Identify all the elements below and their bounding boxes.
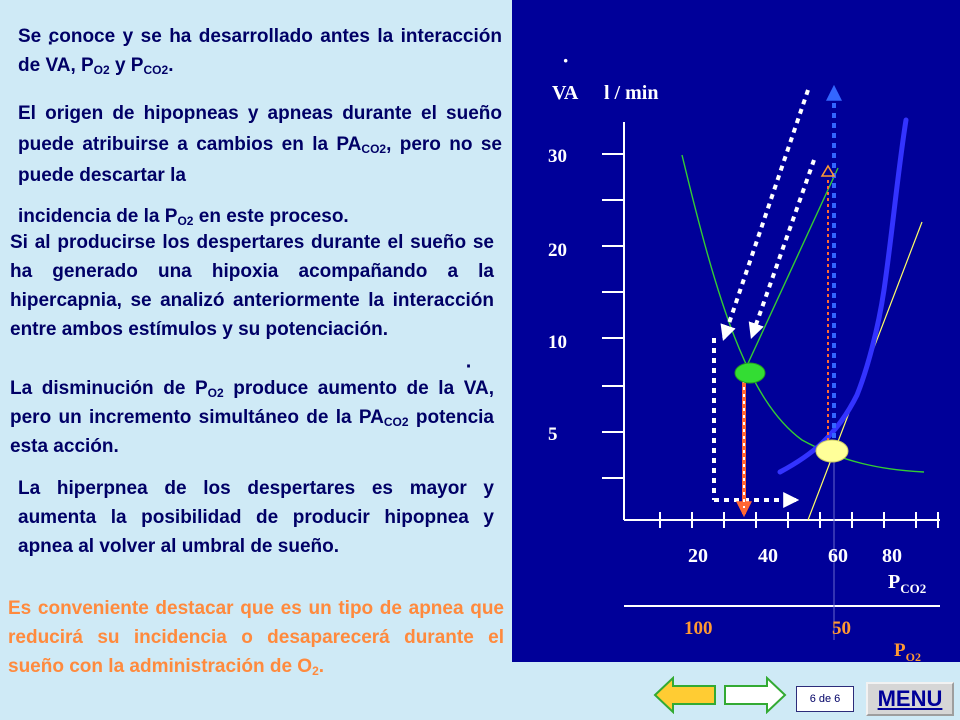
menu-button[interactable]: MENU	[866, 682, 954, 716]
point-green	[735, 363, 765, 383]
paragraph-origin: El origen de hipopneas y apneas durante el sueño puede atribuirse a cambios en la $PA_{CO2}$, pero no se puede descartar la incidencia de la $P_{O2}$ en este proceso.	[18, 103, 502, 228]
arrow-right-icon	[723, 676, 787, 714]
page-indicator: 6 de 6	[796, 686, 854, 712]
x-tick-label: 20	[688, 545, 708, 567]
previous-slide-button[interactable]	[653, 676, 717, 714]
paragraph-po2-decrease: La disminución de $P_{O2}$ produce aumento de la · VA, pero un incremento simultáneo de la $PA_{CO2}$ potencia esta acción.	[10, 374, 494, 461]
x-tick-label: 40	[758, 545, 778, 567]
iso-ventilation-hyperbola	[682, 155, 924, 472]
ventilation-response-curve	[780, 120, 906, 472]
ventilation-diagram	[512, 0, 960, 662]
y-tick-label: 30	[548, 146, 567, 167]
diagram-panel	[512, 0, 960, 662]
x-tick-label-po2: 50	[832, 618, 851, 639]
y-tick-label: 5	[548, 424, 558, 445]
paragraph-awakenings: Si al producirse los despertares durante el sueño se ha generado una hipoxia acompañando a la hipercapnia, se analizó anteriormente la interacción entre ambos estímulos y su potenciación.	[10, 232, 494, 340]
x-axis-label-po2: $P_{O2}$	[894, 640, 921, 662]
x-tick-label-po2: 100	[684, 618, 713, 639]
arrow-diag-right	[752, 160, 814, 336]
x-tick-label: 80	[882, 545, 902, 567]
paragraph-intro: Se conoce y se ha desarrollado antes la interacción de · VA, $P_{O2}$ y $P_{CO2}$.	[18, 22, 502, 80]
next-slide-button[interactable]	[723, 676, 787, 714]
point-yellow	[816, 440, 848, 462]
arrow-diag-left	[724, 90, 808, 338]
paragraph-oxygen-note: Es conveniente destacar que es un tipo de apnea que reducirá su incidencia o desaparecerá durante el sueño con la administración de $O_2$.	[8, 598, 504, 678]
x-axis-label-pco2: $P_{CO2}$	[888, 571, 927, 596]
y-tick-label: 10	[548, 332, 567, 353]
y-axis-label: VA	[552, 82, 579, 104]
y-axis-ticks	[602, 154, 624, 478]
response-line-green	[744, 168, 838, 372]
x-tick-label: 60	[828, 545, 848, 567]
paragraph-hyperpnea: La hiperpnea de los despertares es mayor y aumenta la posibilidad de producir hipopnea y apnea al volver al umbral de sueño.	[18, 478, 494, 557]
y-axis-unit: l / min	[604, 82, 659, 104]
y-axis-dot: ·	[562, 48, 570, 73]
y-tick-label: 20	[548, 240, 567, 261]
arrow-left-icon	[653, 676, 717, 714]
